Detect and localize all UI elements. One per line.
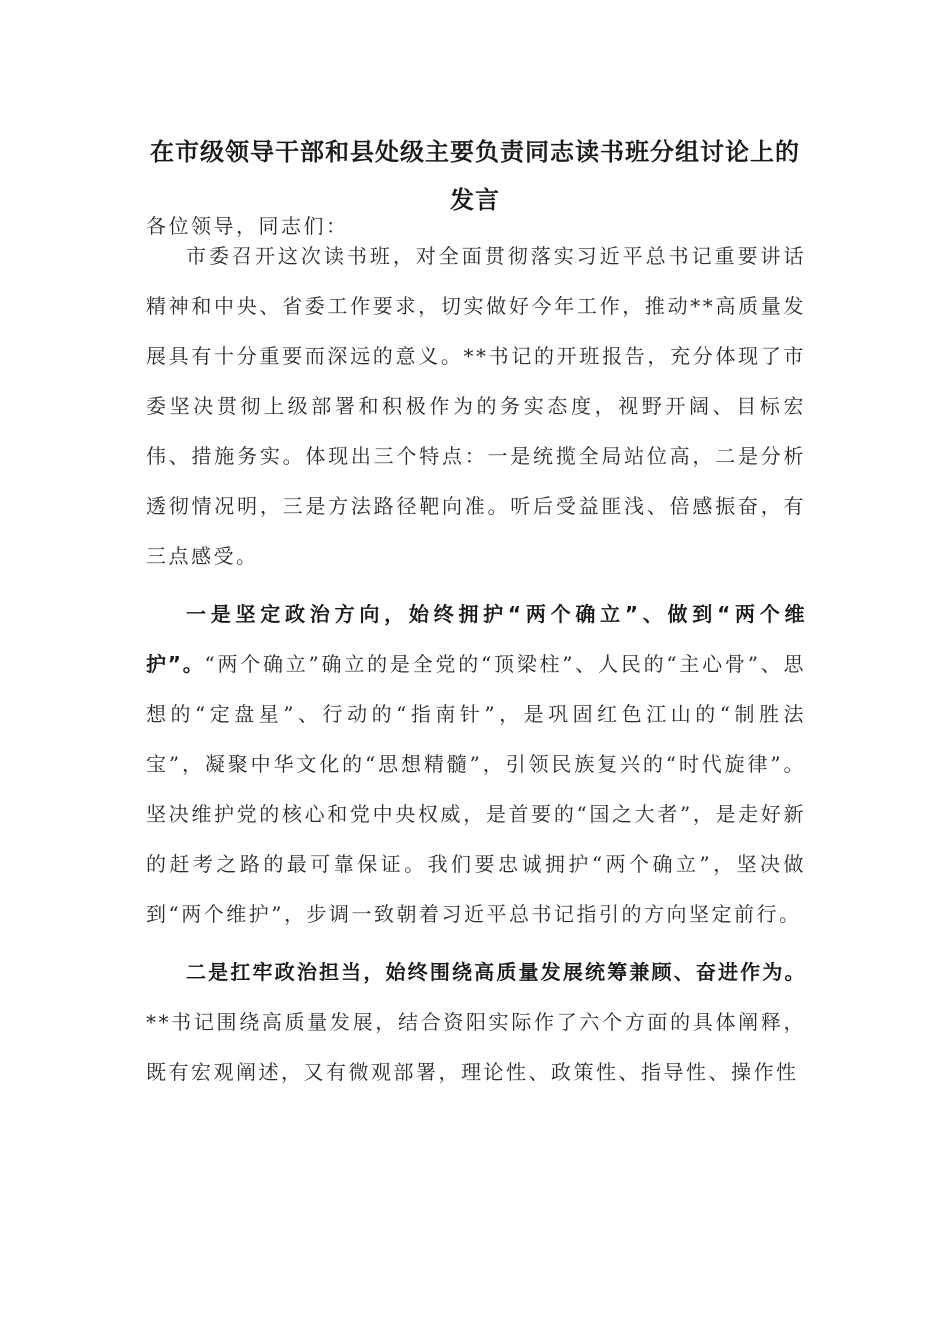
paragraph-point-one-text: “两个确立”确立的是全党的“顶梁柱”、人民的“主心骨”、思想的“定盘星”、行动的“指南针”，是巩固红色江山的“制胜法宝”，凝聚中华文化的“思想精髓”，引领民族复兴的“时代旋律”。坚决维护党的核心和党中央权威，是首要的“国之大者”，是走好新的赶考之路的最可靠保证。我们要忠诚拥护“两个确立”，坚决做到“两个维护”，步调一致朝着习近平总书记指引的方向坚定前行。 bbox=[146, 652, 806, 926]
document-body bbox=[146, 231, 806, 1097]
paragraph-point-two bbox=[146, 947, 806, 1097]
paragraph-point-two-text: **书记围绕高质量发展，结合资阳实际作了六个方面的具体阐释，既有宏观阐述，又有微观部署，理论性、政策性、指导性、操作性 bbox=[146, 1010, 806, 1084]
salutation: 各位领导，同志们： bbox=[146, 214, 349, 238]
paragraph-point-one bbox=[146, 589, 806, 939]
paragraph-point-two-heading: 二是扛牢政治担当，始终围绕高质量发展统筹兼顾、奋进作为。 bbox=[186, 960, 806, 984]
paragraph-intro bbox=[146, 231, 806, 581]
paragraph-point-one-heading: 一是坚定政治方向，始终拥护“两个确立”、做到“两个维护”。 bbox=[146, 602, 806, 676]
document-title: 在市级领导干部和县处级主要负责同志读书班分组讨论上的发言 bbox=[150, 138, 800, 214]
paragraph-intro-text: 市委召开这次读书班，对全面贯彻落实习近平总书记重要讲话精神和中央、省委工作要求，切实做好今年工作，推动**高质量发展具有十分重要而深远的意义。**书记的开班报告，充分体现了市委坚决贯彻上级部署和积极作为的务实态度，视野开阔、目标宏伟、措施务实。体现出三个特点：一是统揽全局站位高，二是分析透彻情况明，三是方法路径靶向准。听后受益匪浅、倍感振奋，有三点感受。 bbox=[146, 244, 806, 568]
